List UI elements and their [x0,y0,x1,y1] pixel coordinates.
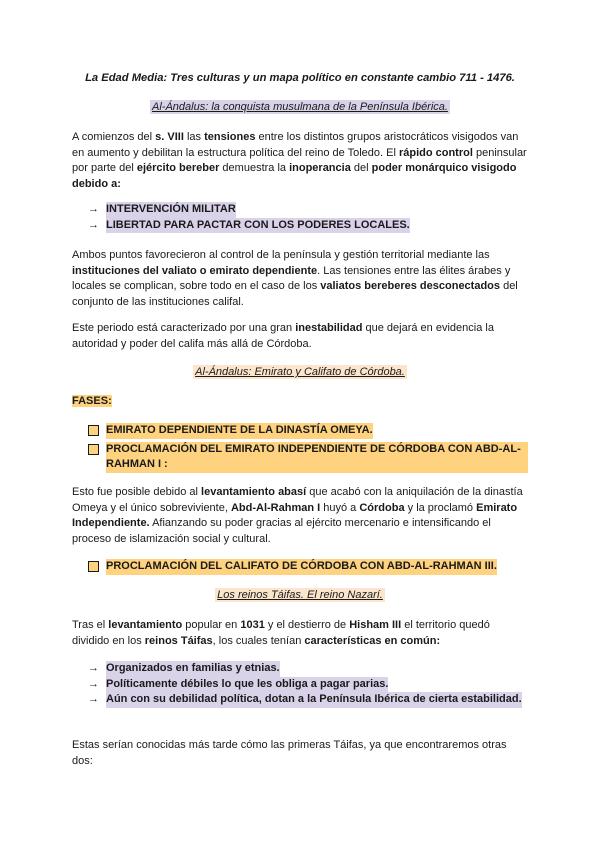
list-item [88,202,528,218]
bold-text: valiatos bereberes desconectados [320,280,501,292]
text-run: popular en [182,619,241,631]
text-run: . Las tensiones entre las élites árabes y locales se complican, sobre todo en el caso de los [72,264,511,292]
list-item-text: PROCLAMACIÓN DEL EMIRATO INDEPENDIENTE DE CÓRDOBA CON ABD-AL-RAHMAN I : [106,442,528,473]
text-run: y la proclamó [404,501,477,514]
checkbox-icon[interactable] [88,561,99,572]
text-run: , los cuales tenían [212,634,305,647]
list-item [88,423,528,442]
arrow-icon: → [88,677,99,690]
text-run: del [350,162,372,174]
arrow-icon: → [88,693,99,705]
section-heading-taifas [72,589,528,601]
fases-label-text: FASES: [72,395,112,407]
text-run: Esto fue posible debido al [72,486,202,498]
list-item-text: Aún con su debilidad política, dotan a la Península Ibérica de cierta estabilidad. [106,692,522,708]
list-item-text: EMIRATO DEPENDIENTE DE LA DINASTÍA OMEYA. [106,423,373,439]
text-run: Afianzando su poder gracias al ejército mercenario e intensificando el proceso de islamización social y cultural. [72,517,491,545]
paragraph-text [72,130,528,192]
section-heading-emirato [72,366,528,378]
list-item-text: LIBERTAD PARA PACTAR CON LOS PODERES LOCALES. [106,218,410,234]
text-run: que acabó con la aniquilación de la dinastía Omeya y el único sobreviviente, [72,486,523,514]
paragraph-tras [72,618,528,649]
bold-text: s. VIII [155,131,184,143]
section-heading-text: Al-Ándalus: Emirato y Califato de Córdoba. [195,366,405,378]
text-run: huyó a [320,501,360,514]
paragraph-ambos [72,248,528,310]
section-heading-text: Al-Ándalus: la conquista musulmana de la Península Ibérica. [152,101,448,113]
text-run: Ambos puntos favorecieron al control de la península y gestión territorial mediante las [72,249,490,261]
text-run: demuestra la [219,162,290,174]
paragraph-text [72,485,528,547]
bold-text: inestabilidad [295,322,363,334]
bold-text: inoperancia [289,162,351,174]
paragraph-levantamiento [72,485,528,547]
text-run: las [183,131,205,143]
phases-list [88,423,528,473]
bold-text: 1031 [240,619,265,631]
text-run: el territorio quedó dividido en los [72,619,490,647]
text-run: entre los distintos grupos aristocráticos visigodos van en aumento y debilitan la estructura política del reino de Toledo. El [72,131,519,159]
characteristics-list [88,661,528,708]
bold-text: instituciones del valiato o emirato dependiente [72,264,318,277]
arrow-icon: → [88,218,99,231]
list-item-text: INTERVENCIÓN MILITAR [106,202,236,218]
text-run: del conjunto de las instituciones califal. [72,280,518,308]
text-run: Tras el [72,619,109,631]
fases-label [72,395,528,407]
list-item [88,661,528,677]
document-title: La Edad Media: Tres culturas y un mapa político en constante cambio 711 - 1476. [85,72,515,84]
bold-text: Hisham III [349,619,402,631]
list-item [88,677,528,693]
list-item [88,442,528,473]
list-item-text: PROCLAMACIÓN DEL CALIFATO DE CÓRDOBA CON ABD-AL-RAHMAN III. [106,559,497,575]
checkbox-icon[interactable] [88,425,99,436]
text-run: que dejará en evidencia la autoridad y poder del califa más allá de Córdoba. [72,322,494,350]
califato-item [88,559,528,578]
bold-text: características en común: [304,634,441,647]
paragraph-text [72,248,528,310]
causes-list [88,202,528,233]
text-run: Este periodo está caracterizado por una gran [72,322,296,334]
text-run: A comienzos del [72,131,156,143]
bold-text: Abd-Al-Rahman I [230,501,321,514]
arrow-icon: → [88,662,99,674]
paragraph-text [72,321,528,352]
paragraph-text: Estas serían conocidas más tarde cómo las primeras Táifas, ya que encontraremos otras dos: [72,739,507,767]
paragraph-text [72,618,528,649]
bold-text: levantamiento abasí [201,486,307,498]
list-item [88,692,528,708]
bold-text: rápido control [398,146,473,159]
bold-text: reinos Táifas [144,634,213,647]
list-item [88,559,528,578]
bold-text: Emirato Independiente. [72,501,518,529]
bold-text: poder monárquico visigodo debido a: [72,162,517,190]
bold-text: ejército bereber [136,162,220,174]
bold-text: tensiones [204,131,256,143]
paragraph-periodo [72,321,528,352]
text-run: y el destierro de [264,619,350,631]
list-item-text: Políticamente débiles lo que les obliga a pagar parias. [106,677,388,693]
bold-text: levantamiento [108,619,183,631]
bold-text: Córdoba [359,501,405,514]
arrow-icon: → [88,203,99,215]
text-run: peninsular por parte del [72,146,527,174]
checkbox-icon[interactable] [88,444,99,455]
list-item [88,218,528,234]
paragraph-comienzos [72,130,528,192]
paragraph-estas [72,738,528,769]
section-heading-text: Los reinos Táifas. El reino Nazarí. [217,589,383,601]
list-item-text: Organizados en familias y etnias. [106,661,280,677]
section-heading-conquista [72,101,528,113]
